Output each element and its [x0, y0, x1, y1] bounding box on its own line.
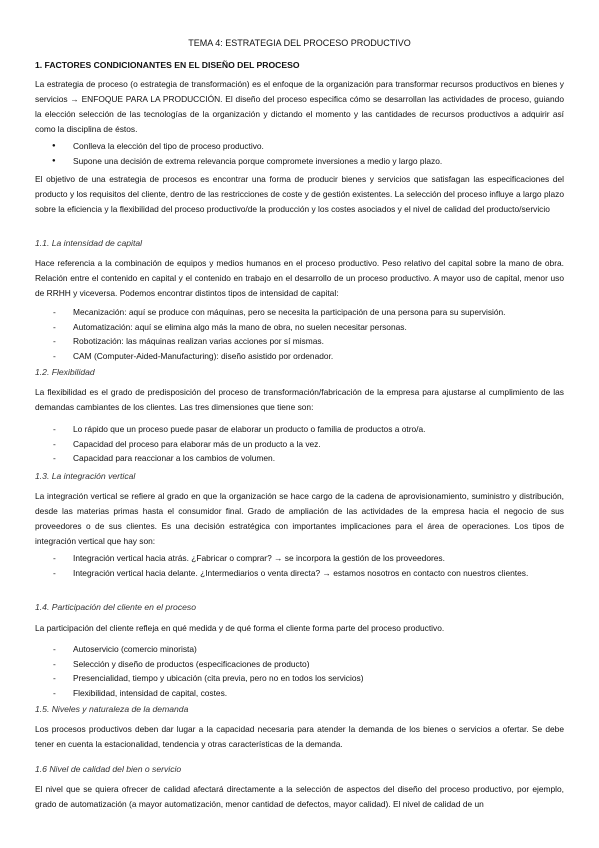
vertical-integration-paragraph: La integración vertical se refiere al grado en que la organización se hace cargo de la cadena de aprovisionamiento, suministro y distribución, desde las materias primas hasta el consumidor final. Grado de ampliación de las actividades de la empresa hacia el negocio de sus proveedores o de sus clientes. Es una decisión estratégica con importantes implicaciones para el área de operaciones. Los tipos de integración vertical que hay son: [35, 491, 564, 546]
customer-participation-list [35, 642, 564, 700]
list-item: - Lo rápido que un proceso puede pasar de elaborar un producto o familia de productos a otro/a. [35, 422, 564, 437]
list-item: - Capacidad del proceso para elaborar más de un producto a la vez. [35, 437, 564, 452]
subsection-heading-1-2: 1.2. Flexibilidad [35, 367, 95, 377]
flexibility-paragraph: La flexibilidad es el grado de predisposición del proceso de transformación/fabricación de la empresa para ajustarse al cumplimiento de las demandas cambiantes de los clientes. Las tres dimensiones que tiene son: [35, 387, 564, 412]
subsection-heading-1-5: 1.5. Niveles y naturaleza de la demanda [35, 704, 189, 714]
demand-paragraph: Los procesos productivos deben dar lugar a la capacidad necesaria para atender la demanda de los bienes o servicios a ofertar. Se debe tener en cuenta la estacionalidad, tendencia y otras características de la demanda. [35, 724, 564, 749]
list-item: - Autoservicio (comercio minorista) [35, 642, 564, 657]
subsection-heading-1-1: 1.1. La intensidad de capital [35, 238, 143, 248]
intro-bullet-list [35, 139, 564, 168]
list-item: - Flexibilidad, intensidad de capital, costes. [35, 686, 564, 701]
flexibility-list [35, 422, 564, 466]
document-title: TEMA 4: ESTRATEGIA DEL PROCESO PRODUCTIVO [188, 38, 411, 48]
customer-participation-paragraph: La participación del cliente refleja en qué medida y de qué forma el cliente forma parte del proceso productivo. [35, 623, 445, 633]
subsection-heading-1-3: 1.3. La integración vertical [35, 471, 136, 481]
intro-paragraph: La estrategia de proceso (o estrategia de transformación) es el enfoque de la organización para transformar recursos productivos en bienes y servicios → ENFOQUE PARA LA PRODUCCIÓN. El diseño del proceso especifica cómo se desarrollan las actividades de proceso, guiando la elección selección de las tecnologías de la organización y dictando el momento y las cantidades de recursos productivos a adquirir así como la disciplina de éstos. [35, 79, 564, 134]
capital-intensity-paragraph: Hace referencia a la combinación de equipos y medios humanos en el proceso productivo. Peso relativo del capital sobre la mano de obra. Relación entre el contenido en capital y el contenido en trabajo en el desarrollo de un proceso productivo. A mayor uso de capital, menor uso de RRHH y viceversa. Podemos encontrar distintos tipos de intensidad de capital: [35, 258, 564, 298]
subsection-heading-1-4: 1.4. Participación del cliente en el proceso [35, 602, 196, 612]
subsection-heading-1-6: 1.6 Nivel de calidad del bien o servicio [35, 764, 182, 774]
list-item: - Automatización: aquí se elimina algo más la mano de obra, no suelen necesitar personas. [35, 320, 564, 335]
vertical-integration-list [35, 551, 564, 580]
capital-intensity-list [35, 305, 564, 363]
objective-paragraph: El objetivo de una estrategia de procesos es encontrar una forma de producir bienes y servicios que satisfagan las especificaciones del producto y los requisitos del cliente, dentro de las restricciones de coste y de gestión existentes. La selección del proceso influye a largo plazo sobre la eficiencia y la flexibilidad del proceso productivo/de la producción y los costes asociados y el nivel de calidad del producto/servicio [35, 174, 564, 214]
list-item: - Integración vertical hacia atrás. ¿Fabricar o comprar? → se incorpora la gestión de los proveedores. [35, 551, 564, 566]
list-item: - Mecanización: aquí se produce con máquinas, pero se necesita la participación de una persona para su supervisión. [35, 305, 564, 320]
list-item: - Integración vertical hacia delante. ¿Intermediarios o venta directa? → estamos nosotros en contacto con nuestros clientes. [35, 566, 564, 581]
list-item: - Capacidad para reaccionar a los cambios de volumen. [35, 451, 564, 466]
bullet-item: ● Supone una decisión de extrema relevancia porque compromete inversiones a medio y largo plazo. [35, 154, 564, 169]
section-heading-1: 1. FACTORES CONDICIONANTES EN EL DISEÑO DEL PROCESO [35, 60, 300, 70]
list-item: - Robotización: las máquinas realizan varias acciones por sí mismas. [35, 334, 564, 349]
list-item: - Presencialidad, tiempo y ubicación (cita previa, pero no en todos los servicios) [35, 671, 564, 686]
list-item: - CAM (Computer-Aided-Manufacturing): diseño asistido por ordenador. [35, 349, 564, 364]
bullet-item: ● Conlleva la elección del tipo de proceso productivo. [35, 139, 564, 154]
quality-paragraph: El nivel que se quiera ofrecer de calidad afectará directamente a la selección de aspectos del diseño del proceso productivo, por ejemplo, grado de automatización (a mayor automatización, menor cantidad de defectos, mayor calidad). El nivel de calidad de un [35, 784, 564, 809]
list-item: - Selección y diseño de productos (especificaciones de producto) [35, 657, 564, 672]
